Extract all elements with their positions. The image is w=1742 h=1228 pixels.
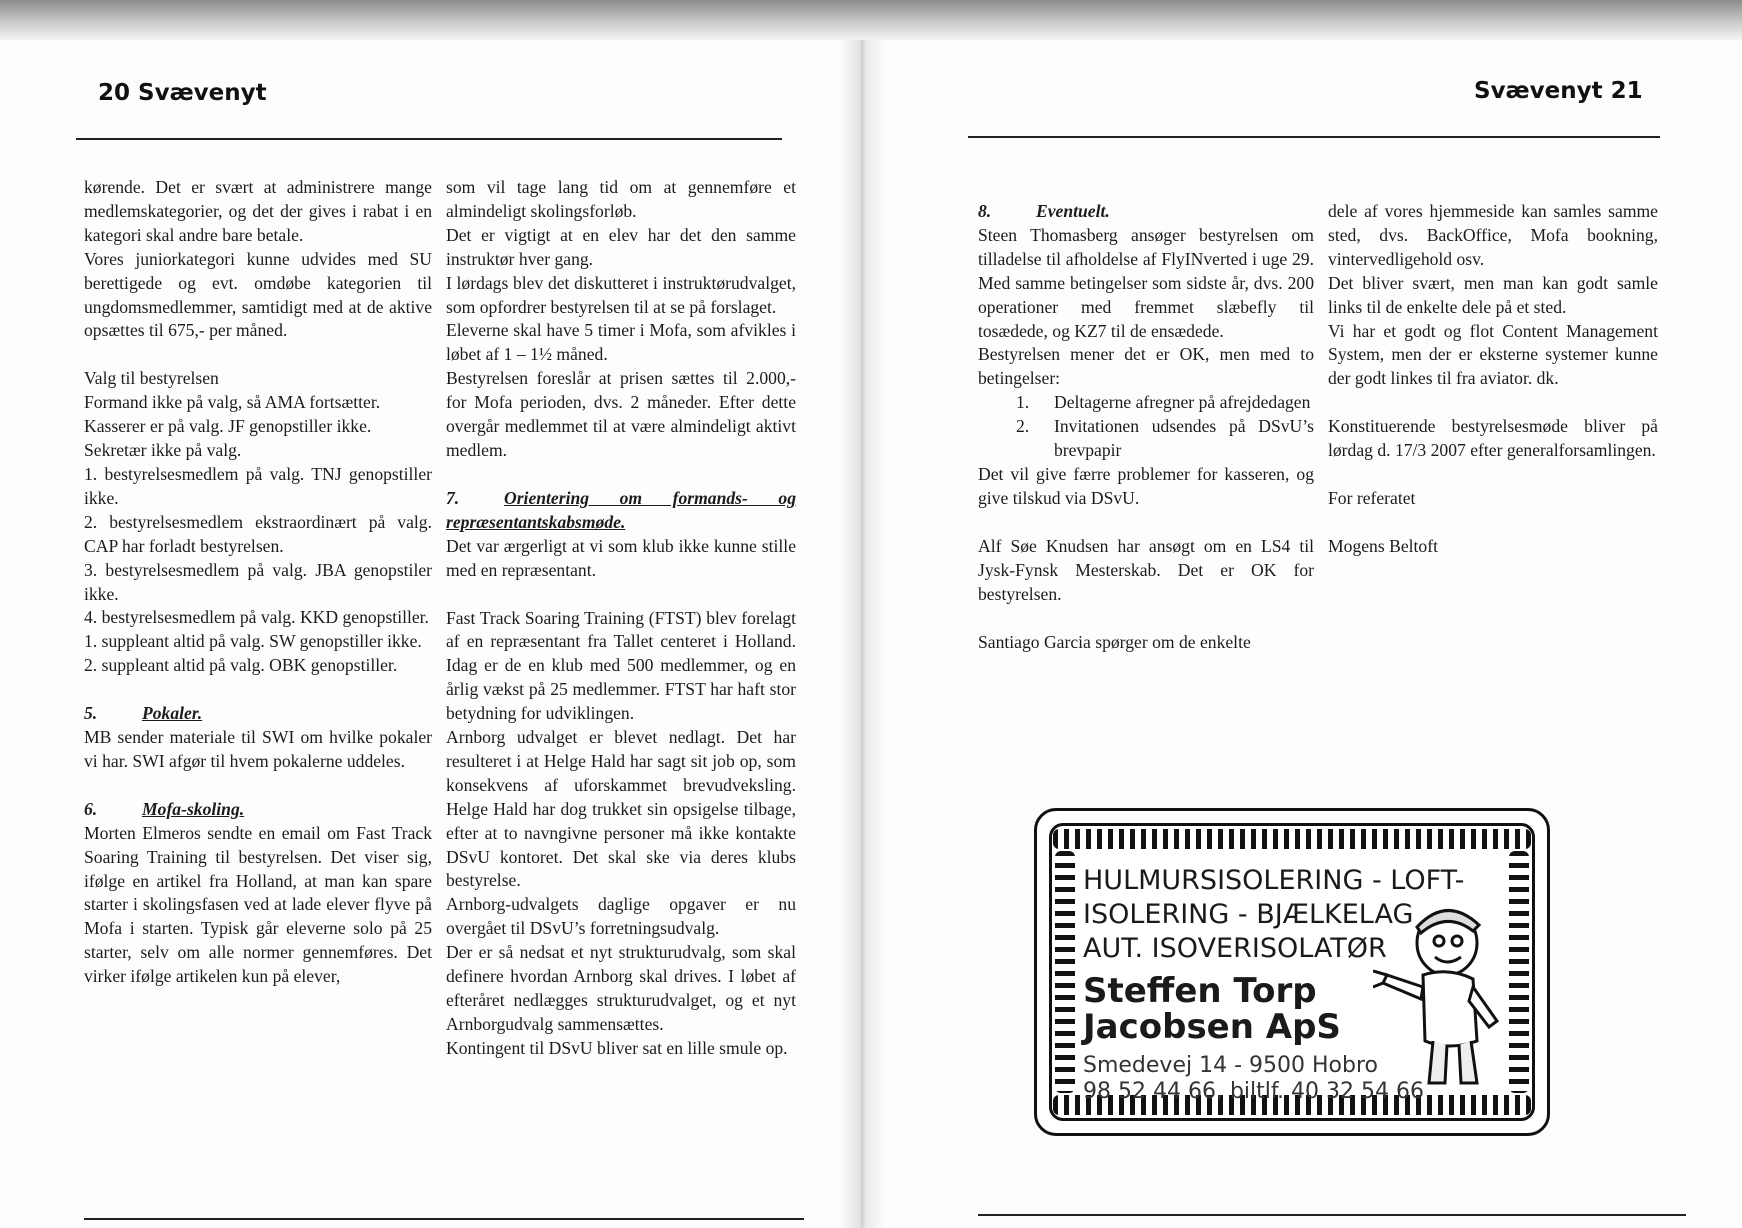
- paragraph: Det er vigtigt at en elev har det den samme instruktør hver gang.: [446, 224, 796, 269]
- right-footer-rule: [978, 1214, 1686, 1216]
- list-item: 1. Deltagerne afregner på afrejdedagen: [1016, 392, 1311, 413]
- paragraph: dele af vores hjemmeside kan samles samme sted, dvs. BackOffice, Mofa bookning, vintervedligehold osv.: [1328, 201, 1658, 269]
- paragraph: Der er så nedsat et nyt strukturudvalg, som skal definere hvordan Arnborg skal drives. I løbet af efteråret nedlægges strukturudvalget, og et nyt Arnborgudvalg sammensættes.: [446, 942, 796, 1034]
- section-heading-7: 7. Orientering om formands- og repræsentantskabsmøde.: [446, 487, 796, 532]
- paragraph: Vores juniorkategori kunne udvides med SU berettigede og evt. omdøbe kategorien til ungdomsmedlemmer, samtidigt med at de aktive opsættes til 675,- per måned.: [84, 248, 432, 341]
- valg-line: Kasserer er på valg. JF genopstiller ikke.: [84, 416, 372, 437]
- signature-label: For referatet: [1328, 488, 1416, 509]
- worker-mascot-icon: [1373, 891, 1501, 1091]
- right-header-rule: [968, 136, 1660, 138]
- right-page-header: Svævenyt 21: [1474, 78, 1643, 104]
- left-footer-rule: [84, 1218, 804, 1220]
- paragraph: Fast Track Soaring Training (FTST) blev forelagt af en repræsentant fra Tallet centeret i Holland. Idag er de en klub med 500 medlemmer, og en årlig vækst på 25 medlemmer. FTST har haft stor betydning for udviklingen.: [446, 607, 796, 724]
- paragraph: Morten Elmeros sendte en email om Fast Track Soaring Training til bestyrelsen. Det viser sig, ifølge en artikel fra Holland, at man kan spare starter i skolingsfasen ved at lade elever flyve på Mofa i starten. Typisk går eleverne solo på 25 starter, selv om alle normer gennemføres. Det virker ifølge artikelen kun på elever,: [84, 822, 432, 987]
- paragraph: Bestyrelsen foreslår at prisen sættes til 2.000,- for Mofa perioden, dvs. 2 måneder. Efter dette overgår medlemmet til at være almindeligt aktivt medlem.: [446, 368, 796, 460]
- ad-border-pattern: [1053, 829, 1531, 849]
- signature-name: Mogens Beltoft: [1328, 535, 1438, 556]
- valg-line: Formand ikke på valg, så AMA fortsætter.: [84, 392, 381, 413]
- paragraph: kørende. Det er svært at administrere mange medlemskategorier, og det der gives i rabat i en kategori skal andre bare betale.: [84, 177, 432, 245]
- ad-company-name: Steffen Torp: [1083, 971, 1317, 1011]
- section-heading-5: 5. Pokaler.: [84, 703, 203, 724]
- ad-border-pattern: [1509, 851, 1529, 1093]
- paragraph: Det var ærgerligt at vi som klub ikke kunne stille med en repræsentant.: [446, 535, 796, 580]
- paragraph: MB sender materiale til SWI om hvilke pokaler vi har. SWI afgør til hvem pokalerne uddeles.: [84, 727, 432, 771]
- valg-line: 3. bestyrelsesmedlem på valg. JBA genopstiler ikke.: [84, 559, 432, 604]
- paragraph: Det vil give færre problemer for kasseren, og give tilskud via DSvU.: [978, 463, 1314, 508]
- ad-border-pattern: [1055, 851, 1075, 1093]
- paragraph: Alf Søe Knudsen har ansøgt om en LS4 til Jysk-Fynsk Mesterskab. Det er OK for bestyrelsen.: [978, 535, 1314, 604]
- ad-service-line: AUT. ISOVERISOLATØR: [1083, 933, 1387, 964]
- paragraph: Santiago Garcia spørger om de enkelte: [978, 631, 1251, 652]
- paragraph: Konstituerende bestyrelsesmøde bliver på lørdag d. 17/3 2007 efter generalforsamlingen.: [1328, 416, 1658, 461]
- valg-line: 2. suppleant altid på valg. OBK genopstiller.: [84, 655, 398, 676]
- section-heading-6: 6. Mofa-skoling.: [84, 798, 245, 819]
- ad-company-name: Jacobsen ApS: [1083, 1007, 1341, 1047]
- left-page-header: 20 Svævenyt: [98, 80, 267, 106]
- left-page-column-1: [84, 176, 432, 989]
- valg-line: 2. bestyrelsesmedlem ekstraordinært på valg. CAP har forladt bestyrelsen.: [84, 511, 432, 556]
- valg-line: 4. bestyrelsesmedlem på valg. KKD genopstiller.: [84, 607, 429, 628]
- valg-line: Sekretær ikke på valg.: [84, 440, 242, 461]
- conditions-list: [978, 391, 1314, 463]
- paragraph: Steen Thomasberg ansøger bestyrelsen om tilladelse til afholdelse af FlyINverted i uge 29. Med samme betingelser som sidste år, dvs. 200 operationer med fremmet slæbefly til tosædede, og KZ7 til de ensædede.: [978, 224, 1314, 341]
- valg-line: 1. bestyrelsesmedlem på valg. TNJ genopstiller ikke.: [84, 463, 432, 508]
- section-heading-8: 8. Eventuelt.: [978, 201, 1110, 221]
- paragraph: Kontingent til DSvU bliver sat en lille smule op.: [446, 1037, 788, 1058]
- valg-heading: Valg til bestyrelsen: [84, 368, 219, 389]
- right-page-column-1: [978, 200, 1314, 654]
- paragraph: Arnborg udvalget er blevet nedlagt. Det har resulteret i at Helge Hald har sagt sit job op, som konsekvens af uforskammet brevudveksling. Helge Hald har dog trukket sin opsigelse tilbage, efter at to navngivne personer må ikke kontakte DSvU kontoret. Det skal ske via deres klubs bestyrelse.: [446, 727, 796, 891]
- ad-service-line: ISOLERING - BJÆLKELAG: [1083, 899, 1414, 930]
- paragraph: Bestyrelsen mener det er OK, men med to betingelser:: [978, 344, 1314, 389]
- scan-top-shadow: [0, 0, 1742, 40]
- left-page-column-2: [446, 176, 796, 1061]
- ad-service-line: HULMURSISOLERING - LOFT-: [1083, 865, 1465, 896]
- paragraph: Eleverne skal have 5 timer i Mofa, som afvikles i løbet af 1 – 1½ måned.: [446, 320, 796, 365]
- paragraph: Vi har et godt og flot Content Management System, men der er eksterne systemer kunne der godt linkes til fra aviator. dk.: [1328, 320, 1658, 389]
- paragraph: Arnborg-udvalgets daglige opgaver er nu overgået til DSvU’s forretningsudvalg.: [446, 894, 796, 939]
- paragraph: Det bliver svært, men man kan godt samle links til de enkelte dele på et sted.: [1328, 272, 1658, 317]
- ad-content: [1083, 861, 1501, 1104]
- left-header-rule: [76, 138, 782, 140]
- paragraph: I lørdags blev det diskutteret i instruktørudvalget, som opfordrer bestyrelsen til at se på forslaget.: [446, 272, 796, 317]
- paragraph: som vil tage lang tid om at gennemføre et almindeligt skolingsforløb.: [446, 177, 796, 221]
- right-page-column-2: [1328, 200, 1658, 559]
- ad-phone: 98 52 44 66, biltlf. 40 32 54 66: [1083, 1079, 1424, 1104]
- list-item: 2. Invitationen udsendes på DSvU’s brevpapir: [1016, 416, 1314, 461]
- valg-line: 1. suppleant altid på valg. SW genopstiller ikke.: [84, 631, 422, 652]
- advertisement-stamp: [1034, 808, 1550, 1136]
- ad-address: Smedevej 14 - 9500 Hobro: [1083, 1053, 1378, 1078]
- book-gutter: [838, 40, 886, 1228]
